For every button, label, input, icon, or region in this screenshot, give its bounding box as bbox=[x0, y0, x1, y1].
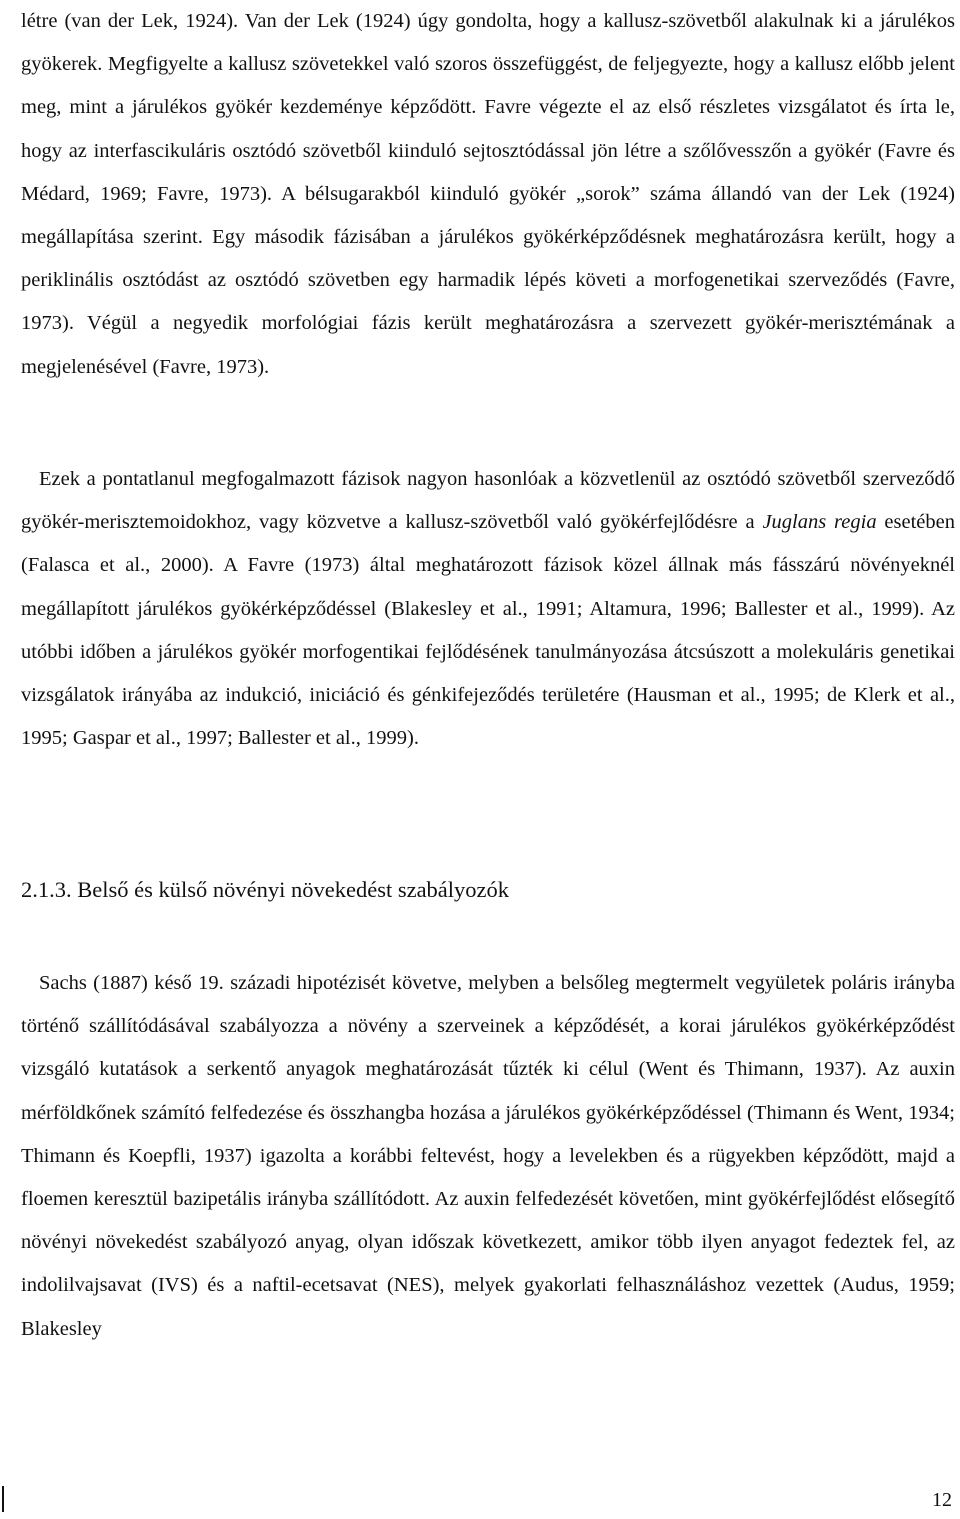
body-paragraph: Sachs (1887) késő 19. századi hipotézisét követve, melyben a belsőleg megtermelt vegyületek poláris irányba történő szállítódásával szabályozza a növény a szerveinek a képződését, a korai járulékos gyökérképződést vizsgáló kutatások a serkentő anyagok meghatározását tűzték ki célul (Went és Thimann, 1937). Az auxin mérföldkőnek számító felfedezése és összhangba hozása a járulékos gyökérképződéssel (Thimann és Went, 1934; Thimann és Koepfli, 1937) igazolta a korábbi feltevést, hogy a levelekben és a rügyekben képződött, majd a floemen keresztül bazipetális irányba szállítódott. Az auxin felfedezését követően, mint gyökérfejlődést elősegítő növényi növekedést szabályozó anyag, olyan időszak következett, amikor több ilyen anyagot fedeztek fel, az indolilvajsavat (IVS) és a naftil-ecetsavat (NES), melyek gyakorlati felhasználáshoz vezettek (Audus, 1959; Blakesley bbox=[21, 972, 955, 1340]
paragraph-text: esetében (Falasca et al., 2000). A Favre (1973) által meghatározott fázisok közel állnak más fásszárú növényeknél megállapított járulékos gyökérképződéssel (Blakesley et al., 1991; Altamura, 1996; Ballester et al., 1999). Az utóbbi időben a járulékos gyökér morfogentikai fejlődésének tanulmányozása átcsúszott a molekuláris genetikai vizsgálatok irányába az indukció, iniciáció és génkifejeződés területére (Hausman et al., 1995; de Klerk et al., 1995; Gaspar et al., 1997; Ballester et al., 1999). bbox=[21, 511, 955, 750]
body-paragraph bbox=[21, 458, 955, 760]
page-number: 12 bbox=[932, 1489, 952, 1511]
section-heading: 2.1.3. Belső és külső növényi növekedést szabályozók bbox=[21, 877, 510, 902]
species-name: Juglans regia bbox=[762, 511, 877, 534]
paragraph-text: Ezek a pontatlanul megfogalmazott fázisok nagyon hasonlóak a közvetlenül az osztódó szövetből szerveződő gyökér-merisztemoidokhoz, vagy közvetve a kallusz-szövetből való gyökérfejlődésre a bbox=[21, 468, 955, 534]
body-paragraph: létre (van der Lek, 1924). Van der Lek (1924) úgy gondolta, hogy a kallusz-szövetből alakulnak ki a járulékos gyökerek. Megfigyelte a kallusz szövetekkel való szoros összefüggést, de feljegyezte, hogy a kallusz előbb jelent meg, mint a járulékos gyökér kezdeménye képződött. Favre végezte el az első részletes vizsgálatot és írta le, hogy az interfascikuláris osztódó szövetből kiinduló sejtosztódással jön létre a szőlővesszőn a gyökér (Favre és Médard, 1969; Favre, 1973). A bélsugarakból kiinduló gyökér „sorok” száma állandó van der Lek (1924) megállapítása szerint. Egy második fázisában a járulékos gyökérképződésnek meghatározásra került, hogy a periklinális osztódást az osztódó szövetben egy harmadik lépés követi a morfogenetikai szerveződés (Favre, 1973). Végül a negyedik morfológiai fázis került meghatározásra a szervezett gyökér-merisztémának a megjelenésével (Favre, 1973). bbox=[21, 10, 955, 378]
margin-marker bbox=[2, 1486, 4, 1512]
